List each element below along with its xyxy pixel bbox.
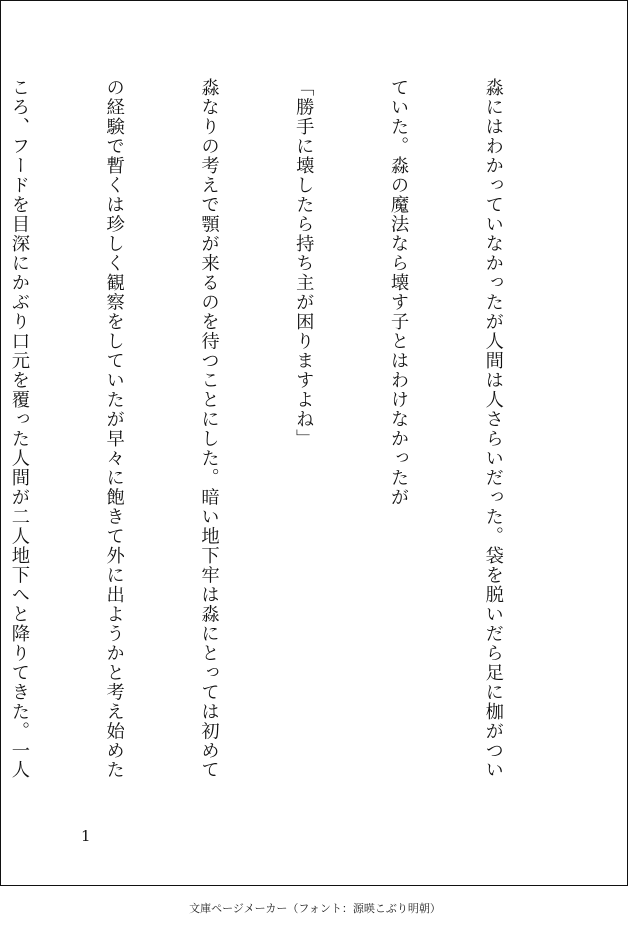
text-line: 淼なりの考えで顎が来るのを待つことにした。暗い地下牢は淼にとっては初めて: [198, 78, 220, 780]
page-number: 1: [81, 827, 91, 845]
footer-caption: 文庫ページメーカー（フォント：源暎こぶり明朝）: [189, 902, 441, 915]
text-line: 淼にはわかっていなかったが人間は人さらいだった。袋を脱いだら足に枷がつい: [482, 78, 504, 780]
text-line: 「勝手に壊したら持ち主が困りますよね」: [293, 78, 315, 449]
vertical-text-body: [0, 78, 572, 798]
text-line: ていた。淼の魔法なら壊す子とはわけなかったが: [388, 78, 410, 507]
text-line: ころ、フードを目深にかぶり口元を覆った人間が二人地下へと降りてきた。一人: [8, 78, 30, 780]
text-line: の経験で暫くは珍しく観察をしていたが早々に飽きて外に出ようかと考え始めた: [103, 78, 125, 780]
